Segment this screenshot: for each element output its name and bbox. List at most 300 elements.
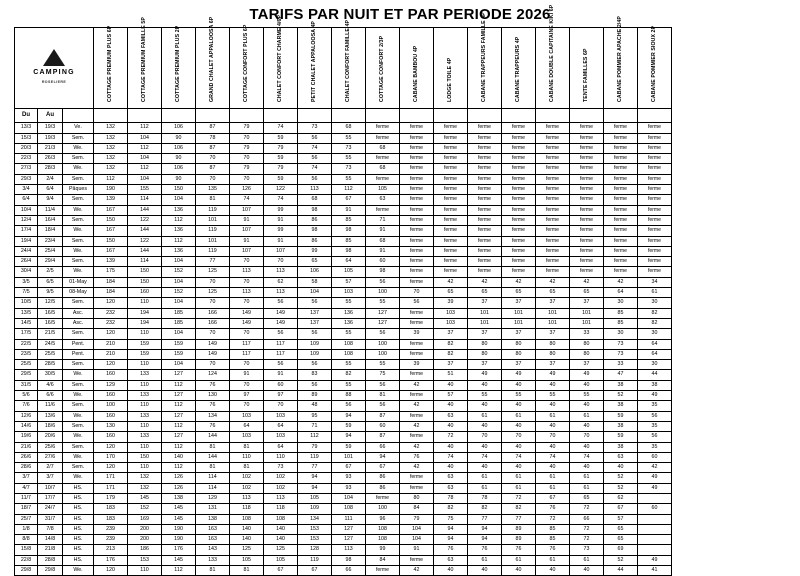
cell-price: 87: [366, 411, 400, 421]
cell-du: 12/6: [15, 411, 38, 421]
cell-price: 40: [570, 421, 604, 431]
cell-price: 61: [570, 483, 604, 493]
column-header-1: COTTAGE PREMIUM FAMILLE 5P: [128, 28, 162, 109]
cell-price: ferme: [638, 174, 672, 184]
table-row: [15, 288, 672, 298]
cell-price: ferme: [570, 267, 604, 277]
cell-price: 40: [468, 421, 502, 431]
cell-price: 179: [94, 493, 128, 503]
cell-price: 60: [366, 421, 400, 431]
cell-price: 149: [264, 308, 298, 318]
cell-price: 79: [230, 143, 264, 153]
cell-period-label: We.: [63, 432, 94, 442]
cell-price: 59: [604, 411, 638, 421]
cell-price: 110: [128, 360, 162, 370]
cell-au: 26/3: [38, 154, 63, 164]
cell-du: 21/6: [15, 442, 38, 452]
cell-price: 40: [434, 380, 468, 390]
cell-price: ferme: [502, 215, 536, 225]
cell-period-label: Pent.: [63, 339, 94, 349]
column-header-7: CHALET CONFORT FAMILLE 4P: [332, 28, 366, 109]
cell-price: 81: [196, 463, 230, 473]
cell-price: 119: [196, 205, 230, 215]
cell-price: 105: [230, 555, 264, 565]
cell-price: 108: [332, 504, 366, 514]
cell-price: 42: [604, 277, 638, 287]
cell-price: 33: [604, 360, 638, 370]
cell-price: 68: [366, 143, 400, 153]
cell-price: 37: [536, 298, 570, 308]
cell-price: 40: [502, 566, 536, 576]
cell-price: 78: [434, 493, 468, 503]
cell-price: 70: [196, 298, 230, 308]
cell-price: 150: [162, 185, 196, 195]
cell-price: 87: [366, 432, 400, 442]
cell-price: ferme: [400, 391, 434, 401]
cell-price: 37: [468, 298, 502, 308]
cell-price: 112: [162, 442, 196, 452]
cell-au: 31/7: [38, 514, 63, 524]
cell-price: 99: [366, 545, 400, 555]
table-row: [15, 308, 672, 318]
cell-price: 64: [638, 349, 672, 359]
table-row: [15, 318, 672, 328]
cell-du: 3/7: [15, 473, 38, 483]
cell-price: 72: [502, 493, 536, 503]
cell-price: 109: [298, 339, 332, 349]
cell-price: 81: [196, 442, 230, 452]
cell-du: 22/8: [15, 555, 38, 565]
cell-price: ferme: [502, 185, 536, 195]
cell-price: 102: [264, 483, 298, 493]
cell-price: 64: [264, 421, 298, 431]
cell-price: 55: [332, 298, 366, 308]
cell-price: ferme: [468, 143, 502, 153]
cell-price: ferme: [536, 246, 570, 256]
cell-price: 159: [128, 349, 162, 359]
cell-price: 59: [264, 133, 298, 143]
cell-period-label: Pent.: [63, 349, 94, 359]
cell-price: 61: [468, 555, 502, 565]
cell-price: ferme: [570, 123, 604, 133]
cell-price: 30: [604, 329, 638, 339]
cell-price: 107: [230, 205, 264, 215]
cell-price: 104: [332, 493, 366, 503]
cell-price: 184: [94, 277, 128, 287]
cell-price: 107: [230, 226, 264, 236]
cell-price: 126: [162, 483, 196, 493]
cell-price: 57: [332, 277, 366, 287]
cell-price: ferme: [570, 174, 604, 184]
cell-price: 70: [230, 257, 264, 267]
cell-price: 61: [638, 288, 672, 298]
cell-price: ferme: [638, 143, 672, 153]
cell-du: 29/8: [15, 566, 38, 576]
cell-price: 132: [128, 473, 162, 483]
column-header-6: PETIT CHALET APPALOOSA 4P: [298, 28, 332, 109]
cell-price: 79: [230, 123, 264, 133]
cell-price: 120: [94, 463, 128, 473]
cell-price: 70: [502, 432, 536, 442]
cell-price: 112: [162, 236, 196, 246]
cell-au: 3/7: [38, 473, 63, 483]
table-row: [15, 174, 672, 184]
cell-price: ferme: [502, 123, 536, 133]
cell-price: 112: [162, 380, 196, 390]
cell-price: 122: [264, 185, 298, 195]
cell-price: 38: [604, 442, 638, 452]
cell-price: ferme: [570, 195, 604, 205]
cell-period-label: We.: [63, 205, 94, 215]
cell-price: 49: [502, 370, 536, 380]
cell-price: 40: [502, 463, 536, 473]
cell-du: 22/3: [15, 154, 38, 164]
cell-price: 70: [468, 432, 502, 442]
cell-price: 70: [230, 154, 264, 164]
cell-price: 63: [366, 195, 400, 205]
cell-price: 110: [230, 452, 264, 462]
cell-price: 99: [264, 226, 298, 236]
cell-price: 139: [94, 257, 128, 267]
cell-price: 94: [434, 535, 468, 545]
cell-au: 30/5: [38, 370, 63, 380]
cell-price: 91: [230, 236, 264, 246]
cell-price: 108: [332, 339, 366, 349]
cell-au: 25/5: [38, 349, 63, 359]
cell-price: ferme: [536, 236, 570, 246]
cell-price: 98: [298, 226, 332, 236]
cell-price: 74: [230, 195, 264, 205]
cell-period-label: Asc.: [63, 318, 94, 328]
cell-price: 42: [400, 380, 434, 390]
cell-price: 60: [638, 452, 672, 462]
cell-period-label: Sem.: [63, 154, 94, 164]
cell-price: 82: [434, 339, 468, 349]
cell-price: 79: [298, 442, 332, 452]
cell-price: 200: [128, 535, 162, 545]
cell-price: 175: [94, 267, 128, 277]
cell-au: 29/4: [38, 257, 63, 267]
cell-price: 150: [94, 236, 128, 246]
tariff-page: [0, 4, 800, 574]
cell-price: 113: [230, 288, 264, 298]
cell-price: 37: [570, 360, 604, 370]
cell-price: 73: [332, 143, 366, 153]
cell-price: ferme: [468, 154, 502, 164]
cell-price: ferme: [604, 133, 638, 143]
cell-price: 40: [536, 566, 570, 576]
cell-price: ferme: [468, 215, 502, 225]
cell-price: 163: [196, 524, 230, 534]
cell-price: 55: [332, 133, 366, 143]
cell-price: ferme: [570, 164, 604, 174]
table-row: [15, 257, 672, 267]
cell-price: 59: [604, 432, 638, 442]
cell-price: 61: [502, 483, 536, 493]
cell-period-label: HS.: [63, 483, 94, 493]
column-header-9: CABANE BAMBOU 4P: [400, 28, 434, 109]
spacer-1: [128, 109, 162, 123]
cell-price: ferme: [536, 226, 570, 236]
cell-price: 167: [94, 246, 128, 256]
cell-price: 39: [400, 329, 434, 339]
cell-price: 140: [162, 452, 196, 462]
spacer-11: [468, 109, 502, 123]
cell-price: 153: [128, 555, 162, 565]
cell-price: 132: [94, 164, 128, 174]
cell-price: 84: [400, 504, 434, 514]
cell-price: 56: [298, 329, 332, 339]
cell-price: 103: [230, 411, 264, 421]
cell-au: 19/3: [38, 123, 63, 133]
cell-price: 137: [298, 318, 332, 328]
cell-price: 37: [468, 329, 502, 339]
cell-price: 149: [230, 318, 264, 328]
cell-price: 34: [638, 277, 672, 287]
cell-price: 49: [638, 555, 672, 565]
cell-price: ferme: [638, 164, 672, 174]
cell-price: ferme: [400, 339, 434, 349]
cell-price: 76: [536, 545, 570, 555]
cell-price: 104: [128, 174, 162, 184]
table-row: [15, 442, 672, 452]
cell-price: ferme: [400, 349, 434, 359]
cell-du: 15/8: [15, 545, 38, 555]
cell-price: ferme: [400, 555, 434, 565]
table-row: [15, 514, 672, 524]
cell-price: 40: [434, 463, 468, 473]
cell-price: 102: [230, 483, 264, 493]
cell-price: 80: [502, 339, 536, 349]
cell-price: 153: [298, 524, 332, 534]
cell-au: 9/5: [38, 288, 63, 298]
table-row: [15, 267, 672, 277]
cell-period-label: HS.: [63, 493, 94, 503]
cell-price: 105: [366, 185, 400, 195]
cell-price: 79: [264, 143, 298, 153]
cell-price: 127: [162, 370, 196, 380]
cell-price: 40: [536, 421, 570, 431]
table-header-row: [15, 28, 672, 109]
cell-price: 140: [264, 535, 298, 545]
cell-price: 55: [332, 329, 366, 339]
cell-price: 37: [536, 329, 570, 339]
cell-price: ferme: [434, 205, 468, 215]
cell-du: 19/6: [15, 432, 38, 442]
cell-price: 35: [638, 401, 672, 411]
cell-price: 129: [94, 380, 128, 390]
spacer-13: [536, 109, 570, 123]
cell-price: 85: [332, 236, 366, 246]
cell-au: 7/8: [38, 524, 63, 534]
cell-price: 56: [298, 360, 332, 370]
cell-period-label: We.: [63, 391, 94, 401]
cell-price: 66: [332, 566, 366, 576]
table-row: [15, 246, 672, 256]
cell-price: 112: [94, 174, 128, 184]
cell-price: 139: [94, 195, 128, 205]
column-header-8: COTTAGE CONFORT 2/3P: [366, 28, 400, 109]
cell-price: 119: [196, 246, 230, 256]
cell-price: 30: [604, 298, 638, 308]
cell-price: 133: [128, 411, 162, 421]
cell-price: ferme: [366, 566, 400, 576]
cell-price: ferme: [434, 154, 468, 164]
cell-price: 42: [400, 421, 434, 431]
cell-price: 35: [638, 421, 672, 431]
cell-price: ferme: [638, 246, 672, 256]
cell-price: 40: [570, 463, 604, 473]
cell-price: 112: [128, 143, 162, 153]
cell-price: 33: [570, 329, 604, 339]
table-row: [15, 154, 672, 164]
cell-price: ferme: [536, 215, 570, 225]
cell-price: 74: [570, 452, 604, 462]
table-row: [15, 555, 672, 565]
cell-price: 49: [638, 473, 672, 483]
cell-price: 52: [604, 473, 638, 483]
cell-price: 49: [536, 370, 570, 380]
cell-price: 120: [94, 442, 128, 452]
cell-price: 82: [434, 349, 468, 359]
cell-price: 101: [196, 215, 230, 225]
cell-price: 73: [604, 339, 638, 349]
cell-price: 63: [434, 555, 468, 565]
cell-price: 73: [570, 545, 604, 555]
cell-au: 10/7: [38, 483, 63, 493]
cell-price: 99: [298, 246, 332, 256]
cell-period-label: Sem.: [63, 401, 94, 411]
cell-price: 98: [332, 226, 366, 236]
cell-price: 80: [570, 339, 604, 349]
cell-price: 239: [94, 524, 128, 534]
cell-price: 106: [298, 267, 332, 277]
cell-price: ferme: [502, 143, 536, 153]
cell-price: 37: [434, 329, 468, 339]
cell-price: 80: [502, 349, 536, 359]
cell-price: 56: [366, 380, 400, 390]
cell-price: 107: [230, 246, 264, 256]
table-row: [15, 143, 672, 153]
cell-price: 65: [536, 288, 570, 298]
cell-period-label: Sem.: [63, 298, 94, 308]
cell-price: 81: [196, 195, 230, 205]
table-row: [15, 566, 672, 576]
cell-price: 55: [570, 391, 604, 401]
cell-price: ferme: [604, 267, 638, 277]
cell-price: 77: [298, 463, 332, 473]
cell-price: 114: [128, 257, 162, 267]
cell-price: ferme: [468, 205, 502, 215]
cell-price: 44: [604, 566, 638, 576]
cell-price: 56: [298, 298, 332, 308]
cell-price: ferme: [366, 174, 400, 184]
cell-period-label: We.: [63, 473, 94, 483]
cell-price: 91: [230, 370, 264, 380]
cell-price: 113: [298, 185, 332, 195]
cell-price: 100: [366, 339, 400, 349]
spacer-7: [332, 109, 366, 123]
column-header-5: CHALET CONFORT CHARME 4/6P: [264, 28, 298, 109]
cell-du: 15/3: [15, 133, 38, 143]
cell-price: 117: [264, 349, 298, 359]
cell-price: 101: [536, 318, 570, 328]
cell-price: 87: [196, 123, 230, 133]
cell-price: 140: [230, 535, 264, 545]
cell-price: ferme: [400, 164, 434, 174]
cell-price: 38: [604, 401, 638, 411]
cell-price: 55: [332, 174, 366, 184]
cell-price: 40: [536, 442, 570, 452]
cell-price: 138: [162, 493, 196, 503]
cell-price: 72: [570, 524, 604, 534]
table-row: [15, 298, 672, 308]
cell-price: 68: [366, 164, 400, 174]
cell-price: 150: [94, 215, 128, 225]
table-row: [15, 185, 672, 195]
cell-price: 113: [264, 288, 298, 298]
cell-price: 67: [332, 463, 366, 473]
cell-price: ferme: [434, 195, 468, 205]
cell-period-label: We.: [63, 164, 94, 174]
cell-price: 80: [400, 493, 434, 503]
cell-price: 213: [94, 545, 128, 555]
cell-price: 79: [400, 514, 434, 524]
cell-price: 61: [536, 483, 570, 493]
cell-au: 9/4: [38, 195, 63, 205]
cell-price: 85: [536, 524, 570, 534]
cell-au: 21/3: [38, 143, 63, 153]
cell-price: 84: [366, 555, 400, 565]
cell-price: 144: [128, 205, 162, 215]
cell-price: 74: [502, 452, 536, 462]
cell-price: 166: [196, 318, 230, 328]
cell-price: 97: [230, 391, 264, 401]
cell-price: 130: [196, 391, 230, 401]
cell-price: 149: [196, 339, 230, 349]
column-header-10: LODGE TOILE 4P: [434, 28, 468, 109]
cell-au: 21/8: [38, 545, 63, 555]
cell-price: 59: [264, 174, 298, 184]
cell-price: 79: [264, 164, 298, 174]
cell-price: ferme: [604, 164, 638, 174]
cell-period-label: Sem.: [63, 463, 94, 473]
cell-price: 56: [366, 401, 400, 411]
cell-price: 183: [94, 514, 128, 524]
cell-price: 64: [638, 339, 672, 349]
cell-price: 86: [366, 473, 400, 483]
cell-price: 76: [434, 545, 468, 555]
cell-period-label: We.: [63, 143, 94, 153]
cell-price: ferme: [536, 164, 570, 174]
cell-du: 30/4: [15, 267, 38, 277]
cell-au: 2/5: [38, 267, 63, 277]
cell-price: 66: [570, 514, 604, 524]
cell-price: ferme: [604, 226, 638, 236]
cell-price: 80: [468, 339, 502, 349]
table-row: [15, 215, 672, 225]
cell-price: ferme: [604, 154, 638, 164]
cell-price: 63: [434, 473, 468, 483]
cell-price: 114: [196, 483, 230, 493]
cell-price: 70: [230, 360, 264, 370]
cell-price: ferme: [502, 267, 536, 277]
cell-price: 113: [230, 267, 264, 277]
cell-price: 104: [400, 535, 434, 545]
cell-price: ferme: [604, 236, 638, 246]
cell-du: 24/4: [15, 246, 38, 256]
cell-price: 136: [162, 246, 196, 256]
